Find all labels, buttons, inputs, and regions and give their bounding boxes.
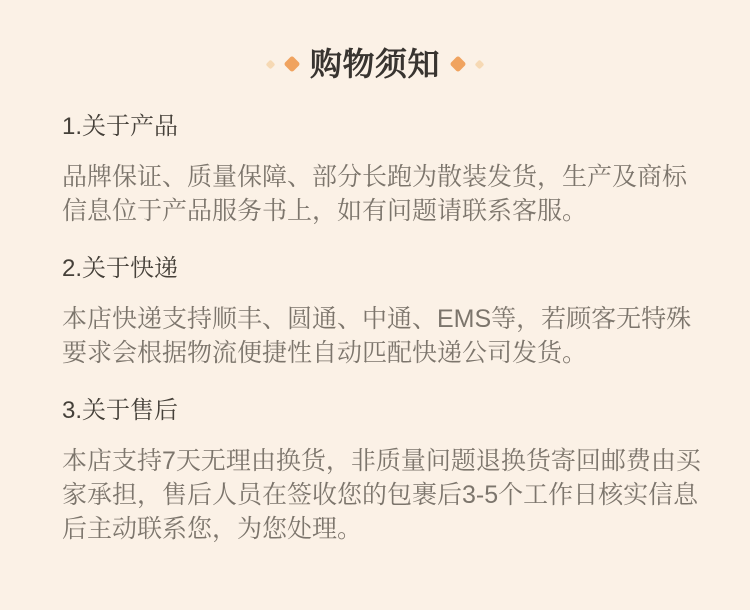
notice-content [0,112,750,546]
diamond-big-left-icon [283,56,300,73]
diamond-big-right-icon [450,56,467,73]
section-aftersales-paragraph [62,444,701,546]
paragraph-line: 本店快递支持顺丰、圆通、中通、EMS等，若顾客无特殊 [62,305,692,333]
title-row [0,42,750,86]
section-product-paragraph [62,160,694,228]
paragraph-line: 后主动联系您，为您处理。 [62,515,363,543]
diamond-small-left-icon [266,59,276,69]
section-shipping-heading: 2.关于快递 [62,255,179,282]
section-product-heading: 1.关于产品 [62,113,179,140]
section-shipping-paragraph [62,302,694,370]
section-aftersales-heading: 3.关于售后 [62,397,179,424]
paragraph-line: 本店支持7天无理由换货，非质量问题退换货寄回邮费由买 [62,447,701,475]
diamond-small-right-icon [475,59,485,69]
section-shipping [62,254,694,370]
section-product [62,112,694,228]
paragraph-line: 信息位于产品服务书上，如有问题请联系客服。 [62,197,588,225]
page-title: 购物须知 [309,46,440,82]
paragraph-line: 品牌保证、质量保障、部分长跑为散装发货，生产及商标 [62,163,688,191]
paragraph-line: 要求会根据物流便捷性自动匹配快递公司发货。 [62,339,588,367]
paragraph-line: 家承担，售后人员在签收您的包裹后3-5个工作日核实信息 [62,481,699,509]
section-aftersales [62,396,701,546]
